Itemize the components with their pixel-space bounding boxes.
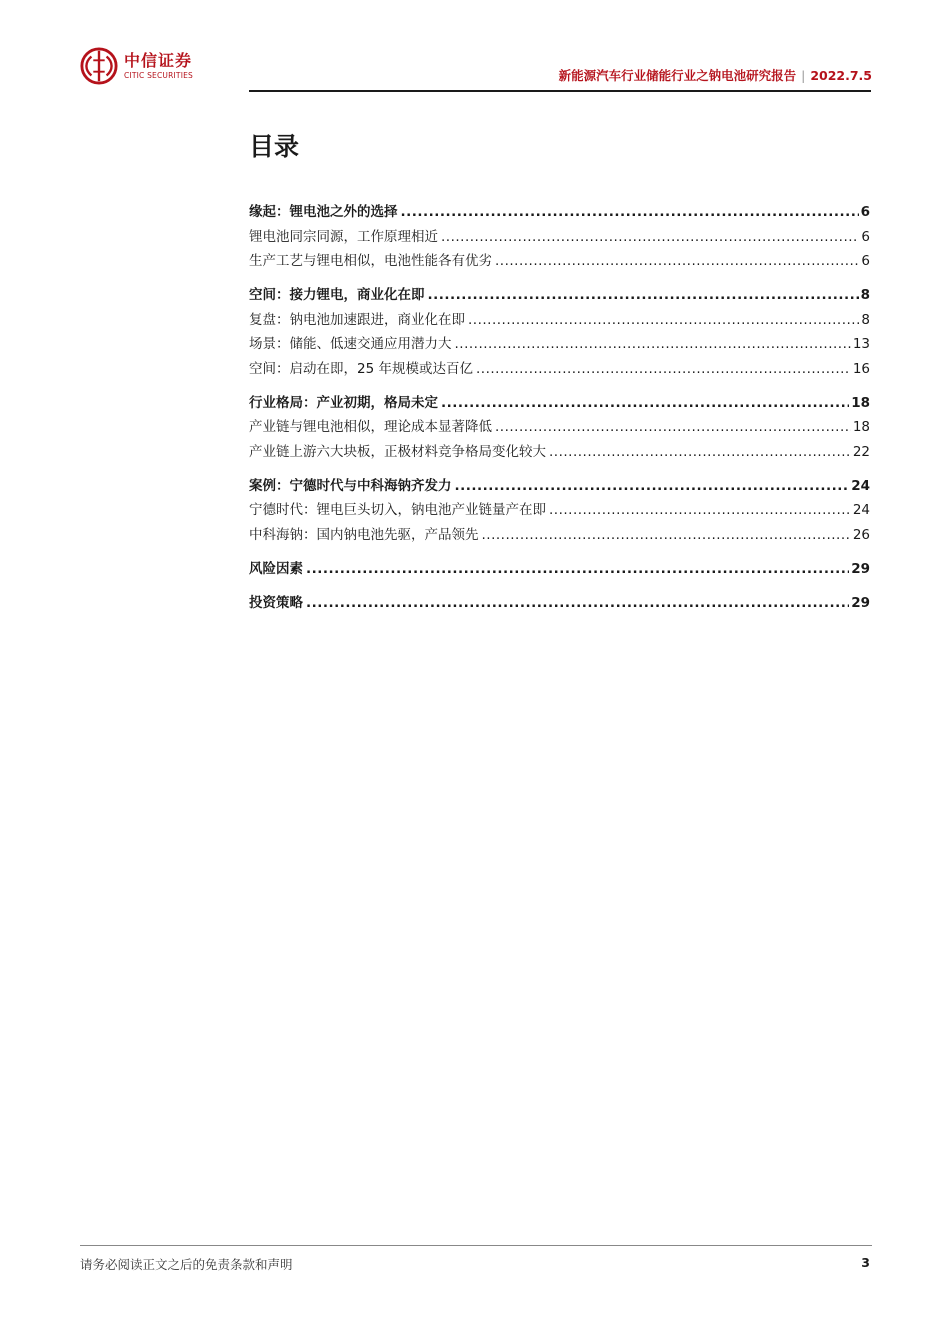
toc-dot-leader (441, 391, 849, 416)
report-title (559, 66, 872, 84)
toc-subsection-entry[interactable] (249, 332, 870, 357)
toc-entry-label: 场景：储能、低速交通应用潜力大 (249, 336, 452, 352)
page-header (80, 46, 872, 92)
toc-entry-page: 16 (852, 360, 870, 377)
header-divider (249, 90, 871, 92)
toc-entry-page: 22 (852, 443, 870, 460)
toc-entry-page: 13 (852, 336, 870, 352)
toc-entry-label: 复盘：钠电池加速跟进，商业化在即 (249, 311, 465, 328)
toc-entry-label: 产业链上游六大块板，正极材料竞争格局变化较大 (249, 443, 546, 460)
footer-disclaimer: 请务必阅读正文之后的免责条款和声明 (80, 1257, 293, 1272)
toc-entry-page: 6 (860, 204, 870, 220)
toc-entry-label: 中科海钠：国内钠电池先驱，产品领先 (249, 526, 479, 543)
toc-entry-page: 8 (861, 311, 870, 328)
toc-section-entry[interactable] (249, 283, 870, 308)
toc-dot-leader (306, 591, 849, 616)
toc-section-gap (249, 464, 870, 474)
toc-dot-leader (482, 523, 851, 548)
toc-entry-label: 锂电池同宗同源，工作原理相近 (249, 228, 438, 245)
toc-section-entry[interactable] (249, 557, 870, 582)
table-of-contents (249, 200, 870, 615)
toc-section-gap (249, 381, 870, 391)
toc-section-entry[interactable] (249, 200, 870, 225)
toc-subsection-entry[interactable] (249, 440, 870, 465)
report-date: 2022.7.5 (810, 68, 872, 83)
toc-entry-label: 缘起：锂电池之外的选择 (249, 204, 398, 220)
toc-section-entry[interactable] (249, 591, 870, 616)
toc-entry-label: 风险因素 (249, 560, 303, 577)
toc-dot-leader (468, 308, 859, 333)
citic-logo-icon (80, 47, 118, 85)
toc-dot-leader (476, 357, 851, 382)
toc-entry-label: 产业链与锂电池相似，理论成本显著降低 (249, 419, 492, 435)
toc-entry-label: 生产工艺与锂电相似，电池性能各有优劣 (249, 253, 492, 269)
toc-entry-label: 投资策略 (249, 594, 303, 611)
toc-entry-page: 29 (851, 594, 870, 611)
toc-section-gap (249, 581, 870, 591)
toc-entry-page: 18 (851, 394, 870, 411)
toc-dot-leader (495, 415, 851, 440)
toc-entry-page: 18 (852, 419, 870, 435)
toc-entry-page: 24 (851, 477, 870, 494)
toc-entry-page: 6 (861, 253, 870, 269)
toc-subsection-entry[interactable] (249, 498, 870, 523)
toc-subsection-entry[interactable] (249, 249, 870, 274)
toc-section-gap (249, 547, 870, 557)
toc-dot-leader (428, 283, 859, 308)
logo-chinese-name: 中信证券 (124, 50, 193, 70)
toc-dot-leader (306, 557, 849, 582)
logo-english-name: CITIC SECURITIES (124, 70, 194, 80)
toc-dot-leader (455, 474, 850, 499)
toc-entry-page: 26 (852, 526, 870, 543)
page-number: 3 (861, 1255, 870, 1270)
report-title-text: 新能源汽车行业储能行业之钠电池研究报告 (558, 68, 797, 83)
toc-dot-leader (455, 332, 851, 357)
toc-entry-page: 24 (852, 502, 870, 518)
toc-dot-leader (441, 225, 859, 250)
toc-subsection-entry[interactable] (249, 523, 870, 548)
citic-logo (80, 46, 193, 86)
toc-entry-label: 行业格局：产业初期，格局未定 (249, 394, 438, 411)
toc-section-gap (249, 274, 870, 284)
toc-dot-leader (549, 498, 851, 523)
toc-subsection-entry[interactable] (249, 308, 870, 333)
footer-divider (80, 1245, 872, 1246)
toc-subsection-entry[interactable] (249, 415, 870, 440)
toc-heading: 目录 (249, 132, 300, 161)
toc-dot-leader (495, 249, 859, 274)
toc-entry-page: 6 (861, 228, 870, 245)
toc-entry-page: 8 (860, 287, 870, 303)
toc-dot-leader (549, 440, 851, 465)
title-separator: | (801, 68, 806, 83)
toc-section-entry[interactable] (249, 474, 870, 499)
toc-subsection-entry[interactable] (249, 225, 870, 250)
toc-entry-label: 案例：宁德时代与中科海钠齐发力 (249, 477, 452, 494)
toc-entry-label: 空间：接力锂电，商业化在即 (249, 287, 425, 303)
toc-entry-label: 空间：启动在即，25 年规模或达百亿 (249, 360, 473, 377)
toc-entry-label: 宁德时代：锂电巨头切入，钠电池产业链量产在即 (249, 502, 546, 518)
toc-entry-page: 29 (851, 560, 870, 577)
toc-section-entry[interactable] (249, 391, 870, 416)
toc-dot-leader (401, 200, 859, 225)
toc-subsection-entry[interactable] (249, 357, 870, 382)
